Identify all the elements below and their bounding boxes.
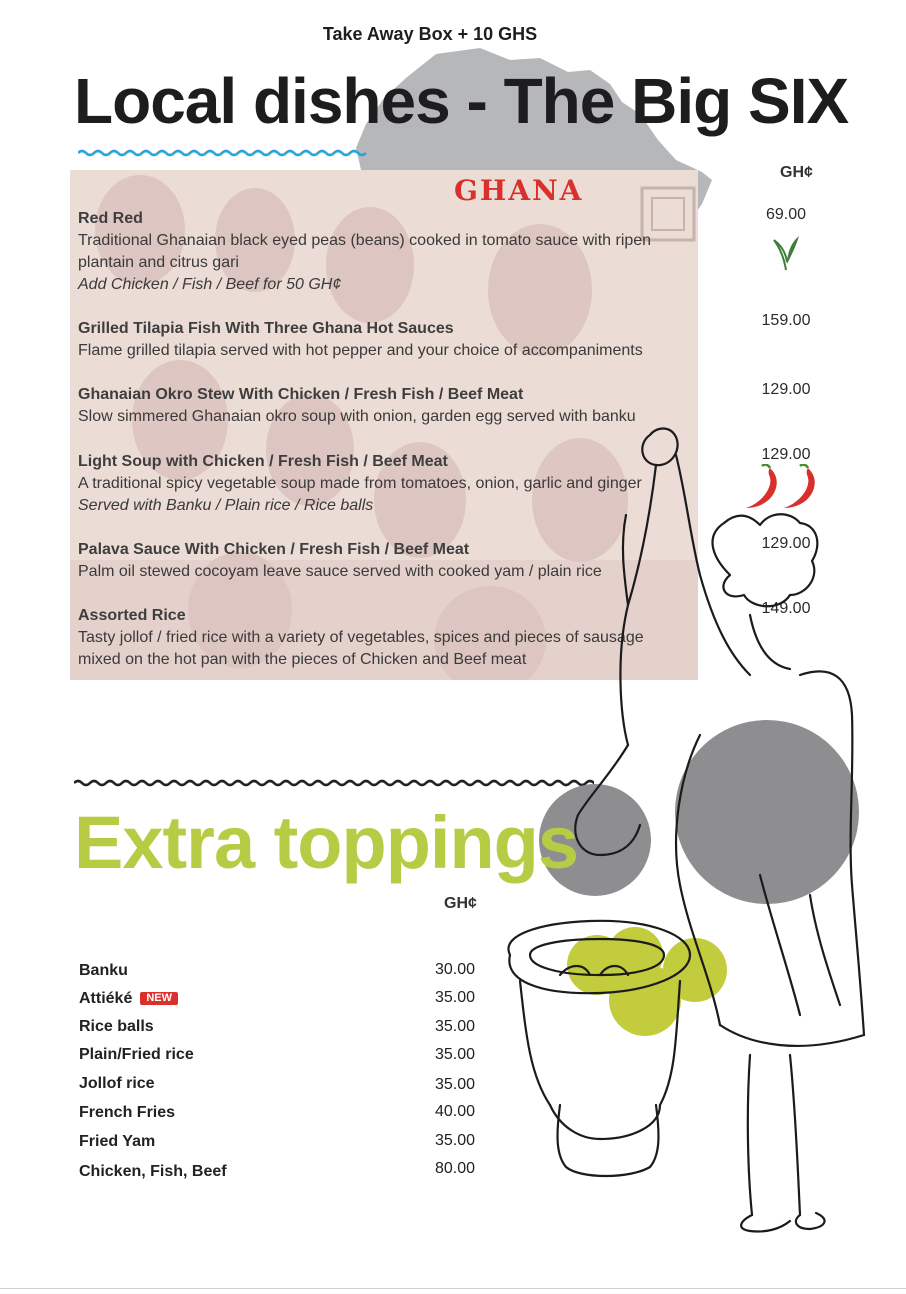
extra-price: 40.00 — [434, 1103, 476, 1120]
dish-description: Tasty jollof / fried rice with a variety of vegetables, spices and pieces of sausage mixed on the hot pan with the pieces of Chicken and Beef meat — [78, 629, 644, 668]
dish-extra: Served with Banku / Plain rice / Rice balls — [78, 497, 374, 514]
new-badge: NEW — [140, 992, 178, 1005]
currency-header: GH¢ — [780, 164, 813, 181]
extra-name: Banku — [79, 962, 128, 979]
extra-name: Attiéké — [79, 990, 133, 1007]
dish-name: Assorted Rice — [78, 607, 186, 624]
extra-price: 35.00 — [434, 989, 476, 1006]
dish-description: A traditional spicy vegetable soup made from tomatoes, onion, garlic and ginger — [78, 475, 642, 492]
dish-price: 159.00 — [761, 312, 811, 329]
dish-description: Traditional Ghanaian black eyed peas (beans) cooked in tomato sauce with ripen plantain and citrus gari — [78, 232, 652, 271]
extra-name: Rice balls — [79, 1018, 154, 1035]
extras-title: Extra toppings — [74, 801, 579, 884]
dish-price: 129.00 — [761, 535, 811, 552]
extra-name: Jollof rice — [79, 1075, 155, 1092]
extras-currency-header: GH¢ — [444, 895, 477, 912]
extra-price: 80.00 — [434, 1160, 476, 1177]
dish-name: Ghanaian Okro Stew With Chicken / Fresh Fish / Beef Meat — [78, 386, 524, 403]
dish-extra: Add Chicken / Fish / Beef for 50 GH¢ — [78, 276, 342, 293]
extra-name: French Fries — [79, 1104, 176, 1121]
extra-price: 30.00 — [434, 961, 476, 978]
extra-price: 35.00 — [434, 1018, 476, 1035]
dish-name: Red Red — [78, 210, 143, 227]
dish-name: Grilled Tilapia Fish With Three Ghana Hot Sauces — [78, 320, 454, 337]
extra-name: Plain/Fried rice — [79, 1046, 194, 1063]
section-title: Local dishes - The Big SIX — [74, 65, 849, 137]
dish-description: Flame grilled tilapia served with hot pepper and your choice of accompaniments — [78, 342, 643, 359]
extra-item — [79, 990, 178, 1008]
dish-price: 129.00 — [761, 446, 811, 463]
dish-name: Light Soup with Chicken / Fresh Fish / Beef Meat — [78, 453, 448, 470]
extra-name: Fried Yam — [79, 1133, 156, 1150]
dish-description: Slow simmered Ghanaian okro soup with onion, garden egg served with banku — [78, 408, 636, 425]
extra-name: Chicken, Fish, Beef — [79, 1163, 227, 1180]
page-bottom-rule — [0, 1288, 906, 1289]
dish-price: 69.00 — [765, 206, 807, 223]
wave-divider — [78, 146, 368, 160]
dish-name: Palava Sauce With Chicken / Fresh Fish / Beef Meat — [78, 541, 470, 558]
extra-price: 35.00 — [434, 1076, 476, 1093]
dish-item — [78, 318, 678, 362]
vegan-leaf-icon — [772, 232, 802, 272]
extra-price: 35.00 — [434, 1046, 476, 1063]
dish-price: 129.00 — [761, 381, 811, 398]
dish-item — [78, 208, 678, 296]
takeaway-note: Take Away Box + 10 GHS — [322, 24, 538, 44]
dish-description: Palm oil stewed cocoyam leave sauce served with cooked yam / plain rice — [78, 563, 602, 580]
extra-price: 35.00 — [434, 1132, 476, 1149]
ghana-label: GHANA — [454, 174, 584, 207]
dish-price: 149.00 — [761, 600, 811, 617]
